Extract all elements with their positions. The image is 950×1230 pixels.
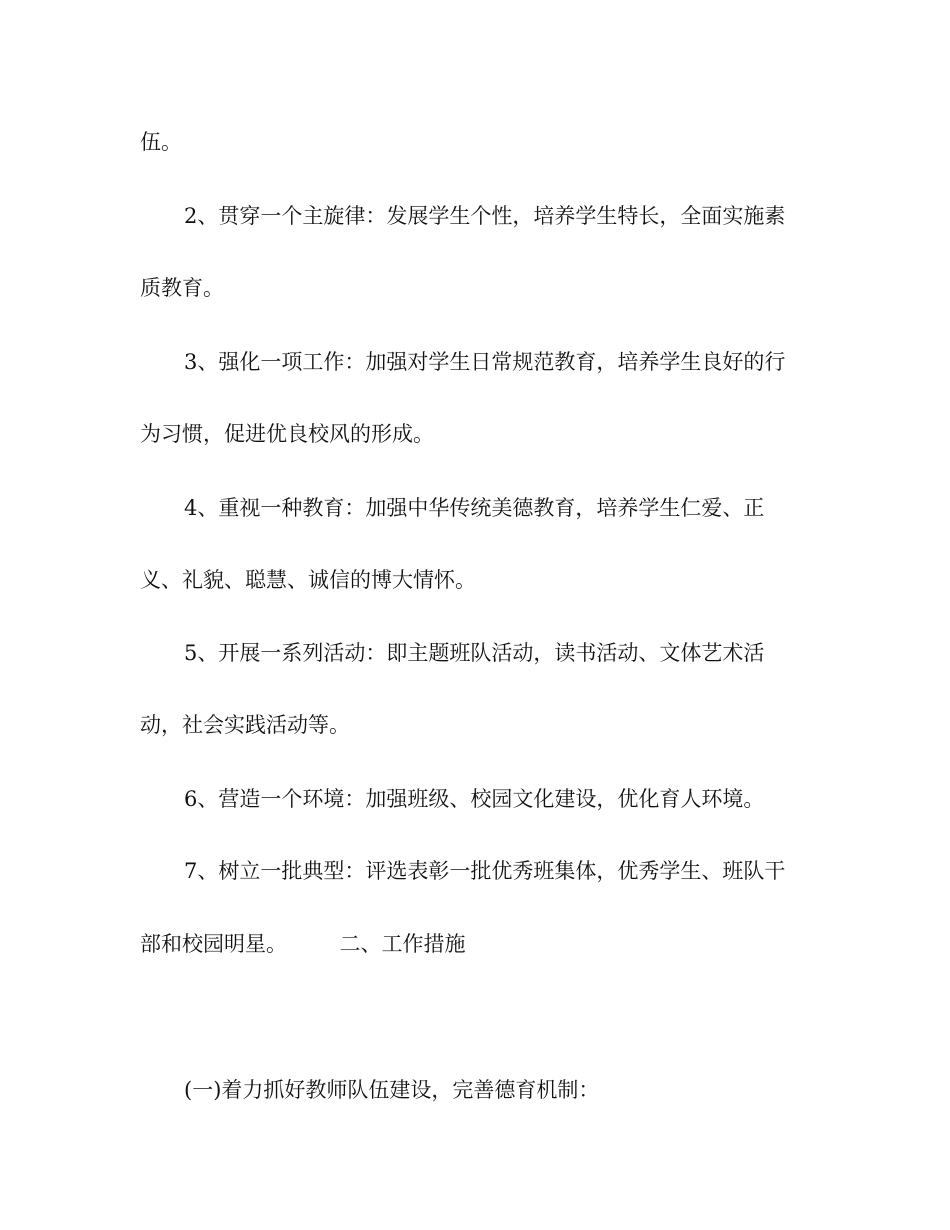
section-heading: (一)着力抓好教师队伍建设，完善德育机制：: [184, 1078, 600, 1102]
text-line: 部和校园明星。 二、工作措施: [140, 932, 466, 956]
text-line: 动，社会实践活动等。: [140, 713, 350, 737]
text-line: 5、开展一系列活动：即主题班队活动，读书活动、文体艺术活: [184, 641, 765, 665]
text-line: 质教育。: [140, 276, 224, 300]
text-line: 伍。: [140, 130, 182, 154]
text-line: 为习惯，促进优良校风的形成。: [140, 422, 434, 446]
text-line: 6、营造一个环境：加强班级、校园文化建设，优化育人环境。: [184, 787, 765, 811]
text-line: 2、贯穿一个主旋律：发展学生个性，培养学生特长，全面实施素: [184, 204, 786, 228]
text-line: 义、礼貌、聪慧、诚信的博大情怀。: [140, 568, 476, 592]
text-line: 4、重视一种教育：加强中华传统美德教育，培养学生仁爱、正: [184, 496, 765, 520]
text-line: 7、树立一批典型：评选表彰一批优秀班集体，优秀学生、班队干: [184, 859, 786, 883]
text-line: 3、强化一项工作：加强对学生日常规范教育，培养学生良好的行: [184, 350, 786, 374]
